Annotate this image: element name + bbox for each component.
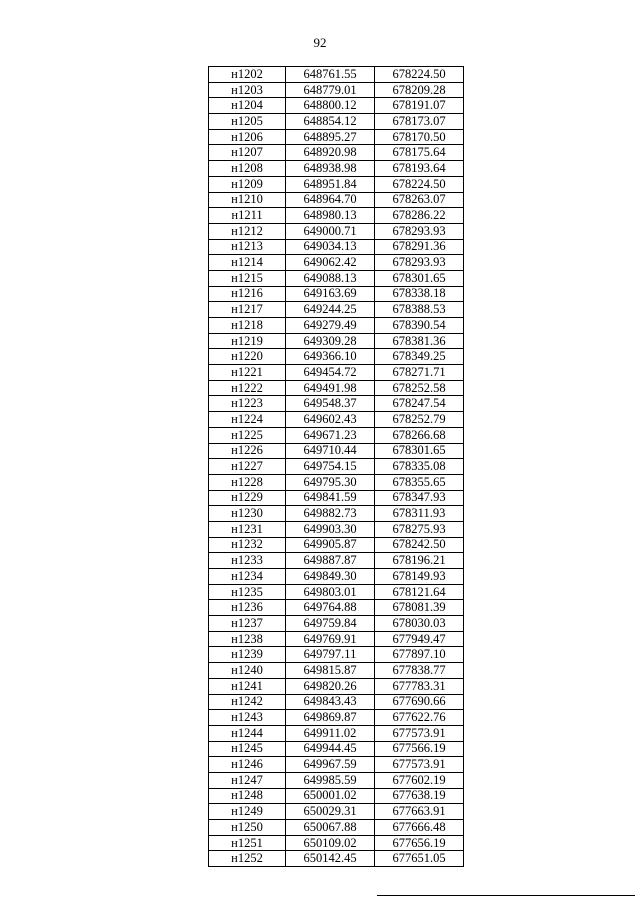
y-coordinate-cell: 678311.93 [375,506,464,522]
y-coordinate-cell: 677638.19 [375,788,464,804]
table-row [209,82,464,98]
table-row [209,474,464,490]
y-coordinate-cell: 678335.08 [375,459,464,475]
point-id-cell: н1223 [209,396,286,412]
x-coordinate-cell: 649000.71 [286,223,375,239]
table-row [209,302,464,318]
y-coordinate-cell: 678149.93 [375,569,464,585]
x-coordinate-cell: 650067.88 [286,820,375,836]
point-id-cell: н1205 [209,114,286,130]
table-row [209,820,464,836]
y-coordinate-cell: 678355.65 [375,474,464,490]
y-coordinate-cell: 678030.03 [375,616,464,632]
x-coordinate-cell: 649849.30 [286,569,375,585]
table-row [209,255,464,271]
y-coordinate-cell: 678381.36 [375,333,464,349]
y-coordinate-cell: 677663.91 [375,804,464,820]
point-id-cell: н1214 [209,255,286,271]
table-row [209,176,464,192]
table-row [209,223,464,239]
table-row [209,270,464,286]
table-row [209,161,464,177]
x-coordinate-cell: 649548.37 [286,396,375,412]
table-row [209,443,464,459]
point-id-cell: н1235 [209,584,286,600]
y-coordinate-cell: 678263.07 [375,192,464,208]
point-id-cell: н1207 [209,145,286,161]
point-id-cell: н1213 [209,239,286,255]
point-id-cell: н1227 [209,459,286,475]
y-coordinate-cell: 677602.19 [375,772,464,788]
point-id-cell: н1215 [209,270,286,286]
x-coordinate-cell: 650142.45 [286,851,375,867]
bottom-rule [377,895,635,896]
y-coordinate-cell: 678301.65 [375,443,464,459]
x-coordinate-cell: 649244.25 [286,302,375,318]
x-coordinate-cell: 649820.26 [286,678,375,694]
point-id-cell: н1249 [209,804,286,820]
x-coordinate-cell: 649491.98 [286,380,375,396]
table-row [209,192,464,208]
x-coordinate-cell: 648920.98 [286,145,375,161]
table-row [209,208,464,224]
point-id-cell: н1208 [209,161,286,177]
table-row [209,678,464,694]
y-coordinate-cell: 677666.48 [375,820,464,836]
y-coordinate-cell: 678349.25 [375,349,464,365]
y-coordinate-cell: 678175.64 [375,145,464,161]
table-row [209,663,464,679]
point-id-cell: н1218 [209,318,286,334]
x-coordinate-cell: 648951.84 [286,176,375,192]
point-id-cell: н1242 [209,694,286,710]
table-row [209,349,464,365]
point-id-cell: н1226 [209,443,286,459]
y-coordinate-cell: 678121.64 [375,584,464,600]
point-id-cell: н1234 [209,569,286,585]
x-coordinate-cell: 648761.55 [286,67,375,83]
x-coordinate-cell: 649764.88 [286,600,375,616]
point-id-cell: н1204 [209,98,286,114]
x-coordinate-cell: 649944.45 [286,741,375,757]
table-row [209,804,464,820]
point-id-cell: н1236 [209,600,286,616]
x-coordinate-cell: 649088.13 [286,270,375,286]
x-coordinate-cell: 649815.87 [286,663,375,679]
y-coordinate-cell: 677897.10 [375,647,464,663]
coordinates-table-body [209,67,464,867]
table-row [209,412,464,428]
x-coordinate-cell: 648938.98 [286,161,375,177]
table-row [209,584,464,600]
table-row [209,67,464,83]
point-id-cell: н1230 [209,506,286,522]
point-id-cell: н1239 [209,647,286,663]
point-id-cell: н1203 [209,82,286,98]
y-coordinate-cell: 678247.54 [375,396,464,412]
y-coordinate-cell: 677622.76 [375,710,464,726]
table-row [209,788,464,804]
table-row [209,521,464,537]
table-row [209,239,464,255]
y-coordinate-cell: 677573.91 [375,725,464,741]
table-row [209,318,464,334]
table-row [209,772,464,788]
y-coordinate-cell: 678081.39 [375,600,464,616]
table-row [209,600,464,616]
point-id-cell: н1233 [209,553,286,569]
x-coordinate-cell: 649797.11 [286,647,375,663]
y-coordinate-cell: 677949.47 [375,631,464,647]
y-coordinate-cell: 678170.50 [375,129,464,145]
x-coordinate-cell: 648895.27 [286,129,375,145]
x-coordinate-cell: 648779.01 [286,82,375,98]
y-coordinate-cell: 678209.28 [375,82,464,98]
y-coordinate-cell: 678390.54 [375,318,464,334]
y-coordinate-cell: 678347.93 [375,490,464,506]
y-coordinate-cell: 678196.21 [375,553,464,569]
x-coordinate-cell: 649903.30 [286,521,375,537]
x-coordinate-cell: 649754.15 [286,459,375,475]
point-id-cell: н1232 [209,537,286,553]
y-coordinate-cell: 678193.64 [375,161,464,177]
x-coordinate-cell: 649887.87 [286,553,375,569]
table-row [209,537,464,553]
table-row [209,725,464,741]
point-id-cell: н1245 [209,741,286,757]
table-row [209,616,464,632]
x-coordinate-cell: 648800.12 [286,98,375,114]
x-coordinate-cell: 649671.23 [286,427,375,443]
y-coordinate-cell: 677566.19 [375,741,464,757]
point-id-cell: н1229 [209,490,286,506]
y-coordinate-cell: 678242.50 [375,537,464,553]
point-id-cell: н1217 [209,302,286,318]
table-row [209,569,464,585]
table-row [209,506,464,522]
point-id-cell: н1241 [209,678,286,694]
x-coordinate-cell: 649967.59 [286,757,375,773]
y-coordinate-cell: 677783.31 [375,678,464,694]
point-id-cell: н1240 [209,663,286,679]
point-id-cell: н1209 [209,176,286,192]
x-coordinate-cell: 649905.87 [286,537,375,553]
point-id-cell: н1211 [209,208,286,224]
x-coordinate-cell: 649366.10 [286,349,375,365]
point-id-cell: н1243 [209,710,286,726]
table-row [209,757,464,773]
table-row [209,396,464,412]
y-coordinate-cell: 678173.07 [375,114,464,130]
x-coordinate-cell: 649279.49 [286,318,375,334]
table-row [209,694,464,710]
table-row [209,365,464,381]
x-coordinate-cell: 649034.13 [286,239,375,255]
table-row [209,380,464,396]
x-coordinate-cell: 650109.02 [286,835,375,851]
point-id-cell: н1228 [209,474,286,490]
y-coordinate-cell: 678224.50 [375,67,464,83]
y-coordinate-cell: 678266.68 [375,427,464,443]
table-row [209,490,464,506]
y-coordinate-cell: 677656.19 [375,835,464,851]
point-id-cell: н1238 [209,631,286,647]
table-row [209,286,464,302]
y-coordinate-cell: 678252.79 [375,412,464,428]
table-row [209,710,464,726]
coordinates-table [208,66,464,867]
x-coordinate-cell: 649759.84 [286,616,375,632]
x-coordinate-cell: 649710.44 [286,443,375,459]
y-coordinate-cell: 678191.07 [375,98,464,114]
table-row [209,114,464,130]
x-coordinate-cell: 649309.28 [286,333,375,349]
x-coordinate-cell: 650029.31 [286,804,375,820]
x-coordinate-cell: 649911.02 [286,725,375,741]
point-id-cell: н1246 [209,757,286,773]
point-id-cell: н1222 [209,380,286,396]
point-id-cell: н1212 [209,223,286,239]
x-coordinate-cell: 649602.43 [286,412,375,428]
point-id-cell: н1231 [209,521,286,537]
table-row [209,427,464,443]
x-coordinate-cell: 649062.42 [286,255,375,271]
table-row [209,647,464,663]
point-id-cell: н1202 [209,67,286,83]
y-coordinate-cell: 678286.22 [375,208,464,224]
table-row [209,145,464,161]
x-coordinate-cell: 648980.13 [286,208,375,224]
x-coordinate-cell: 648854.12 [286,114,375,130]
x-coordinate-cell: 650001.02 [286,788,375,804]
x-coordinate-cell: 648964.70 [286,192,375,208]
y-coordinate-cell: 677573.91 [375,757,464,773]
x-coordinate-cell: 649869.87 [286,710,375,726]
table-row [209,631,464,647]
table-row [209,333,464,349]
y-coordinate-cell: 678252.58 [375,380,464,396]
point-id-cell: н1250 [209,820,286,836]
x-coordinate-cell: 649454.72 [286,365,375,381]
x-coordinate-cell: 649882.73 [286,506,375,522]
y-coordinate-cell: 678301.65 [375,270,464,286]
x-coordinate-cell: 649795.30 [286,474,375,490]
y-coordinate-cell: 678271.71 [375,365,464,381]
table-row [209,459,464,475]
x-coordinate-cell: 649163.69 [286,286,375,302]
y-coordinate-cell: 678338.18 [375,286,464,302]
y-coordinate-cell: 677651.05 [375,851,464,867]
y-coordinate-cell: 677838.77 [375,663,464,679]
x-coordinate-cell: 649985.59 [286,772,375,788]
point-id-cell: н1225 [209,427,286,443]
page-number: 92 [313,35,327,50]
point-id-cell: н1237 [209,616,286,632]
point-id-cell: н1219 [209,333,286,349]
point-id-cell: н1248 [209,788,286,804]
point-id-cell: н1244 [209,725,286,741]
point-id-cell: н1220 [209,349,286,365]
y-coordinate-cell: 678293.93 [375,255,464,271]
table-row [209,553,464,569]
y-coordinate-cell: 677690.66 [375,694,464,710]
y-coordinate-cell: 678388.53 [375,302,464,318]
x-coordinate-cell: 649769.91 [286,631,375,647]
y-coordinate-cell: 678291.36 [375,239,464,255]
point-id-cell: н1252 [209,851,286,867]
x-coordinate-cell: 649803.01 [286,584,375,600]
point-id-cell: н1210 [209,192,286,208]
y-coordinate-cell: 678275.93 [375,521,464,537]
table-row [209,129,464,145]
table-row [209,851,464,867]
point-id-cell: н1251 [209,835,286,851]
point-id-cell: н1224 [209,412,286,428]
point-id-cell: н1216 [209,286,286,302]
table-row [209,98,464,114]
table-row [209,835,464,851]
x-coordinate-cell: 649843.43 [286,694,375,710]
point-id-cell: н1247 [209,772,286,788]
y-coordinate-cell: 678293.93 [375,223,464,239]
point-id-cell: н1206 [209,129,286,145]
y-coordinate-cell: 678224.50 [375,176,464,192]
x-coordinate-cell: 649841.59 [286,490,375,506]
table-row [209,741,464,757]
point-id-cell: н1221 [209,365,286,381]
